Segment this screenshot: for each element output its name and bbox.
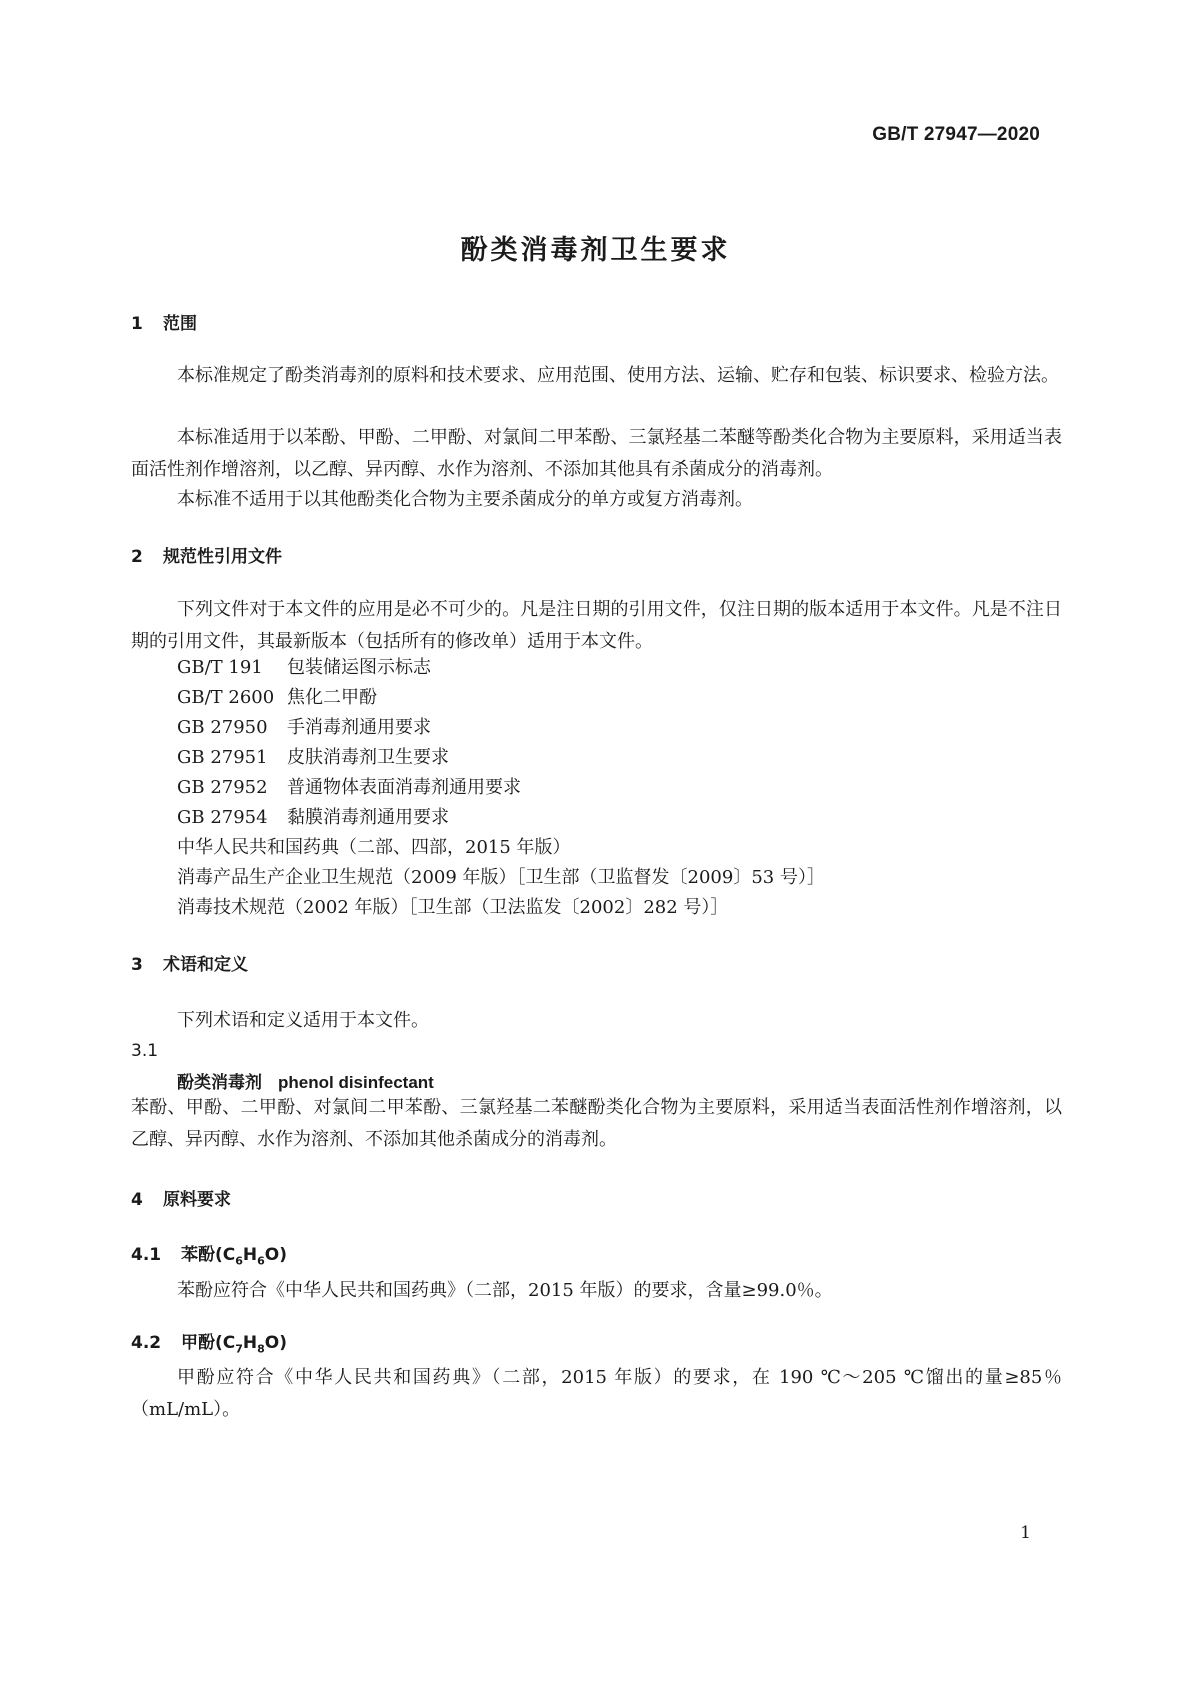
page-number: 1 (1020, 1523, 1031, 1543)
reference-code: GB 27952 (177, 777, 268, 798)
reference-item (177, 742, 449, 774)
normative-intro: 下列文件对于本文件的应用是必不可少的。凡是注日期的引用文件，仅注日期的版本适用于本文件。凡是不注日期的引用文件，其最新版本（包括所有的修改单）适用于本文件。 (131, 599, 1062, 652)
scope-paragraph-1: 本标准规定了酚类消毒剂的原料和技术要求、应用范围、使用方法、运输、贮存和包装、标识要求、检验方法。 (177, 365, 1059, 386)
section-title: 范围 (163, 314, 197, 334)
section-title: 原料要求 (163, 1190, 231, 1210)
subsection-4-1-heading (131, 1240, 287, 1267)
cresol-requirement: 甲酚应符合《中华人民共和国药典》（二部，2015 年版）的要求，在 190 ℃～205 ℃馏出的量≥85％（mL/mL）。 (131, 1367, 1062, 1420)
section-number: 2 (131, 547, 143, 567)
document-title: 酚类消毒剂卫生要求 (460, 235, 731, 266)
reference-item (177, 802, 449, 834)
chemical-formula: $(C_7H_8O)$ (215, 1333, 288, 1356)
term-definition: 苯酚、甲酚、二甲酚、对氯间二甲苯酚、三氯羟基二苯醚酚类化合物为主要原料，采用适当表面活性剂作增溶剂，以乙醇、异丙醇、水作为溶剂、不添加其他杀菌成分的消毒剂。 (131, 1097, 1062, 1150)
subsection-title: 甲酚 (181, 1333, 215, 1353)
section-title: 规范性引用文件 (163, 547, 282, 567)
reference-code: GB 27950 (177, 717, 268, 738)
section-number: 3 (131, 955, 143, 975)
section-3-heading (131, 950, 248, 975)
reference-item (177, 712, 431, 744)
reference-name: 焦化二甲酚 (287, 687, 377, 708)
scope-paragraph-2: 本标准适用于以苯酚、甲酚、二甲酚、对氯间二甲苯酚、三氯羟基二苯醚等酚类化合物为主要原料，采用适当表面活性剂作增溶剂，以乙醇、异丙醇、水作为溶剂、不添加其他具有杀菌成分的消毒剂。 (131, 427, 1062, 480)
chemical-formula: $(C_6H_6O)$ (215, 1245, 288, 1268)
reference-code: GB/T 191 (177, 657, 263, 678)
reference-name: 普通物体表面消毒剂通用要求 (287, 777, 521, 798)
reference-item: 消毒技术规范（2002 年版）［卫生部（卫法监发〔2002〕282 号）］ (177, 897, 729, 918)
reference-name: 手消毒剂通用要求 (287, 717, 431, 738)
subsection-number: 4.1 (131, 1245, 162, 1265)
reference-code: GB 27954 (177, 807, 268, 828)
reference-name: 包装储运图示标志 (287, 657, 431, 678)
standard-code: GB/T 27947—2020 (872, 124, 1040, 145)
reference-name: 黏膜消毒剂通用要求 (287, 807, 449, 828)
reference-item (177, 652, 431, 684)
section-4-heading (131, 1185, 231, 1210)
reference-code: GB/T 2600 (177, 687, 275, 708)
reference-name: 皮肤消毒剂卫生要求 (287, 747, 449, 768)
reference-item: 消毒产品生产企业卫生规范（2009 年版）［卫生部（卫监督发〔2009〕53 号）］ (177, 867, 825, 888)
reference-code: GB 27951 (177, 747, 268, 768)
term-number: 3.1 (131, 1041, 159, 1061)
subsection-4-2-heading (131, 1328, 287, 1355)
section-title: 术语和定义 (163, 955, 248, 975)
subsection-number: 4.2 (131, 1333, 162, 1353)
section-2-heading (131, 542, 282, 567)
subsection-title: 苯酚 (181, 1245, 215, 1265)
scope-paragraph-3: 本标准不适用于以其他酚类化合物为主要杀菌成分的单方或复方消毒剂。 (177, 489, 753, 510)
term-heading (177, 1068, 434, 1093)
reference-item (177, 682, 377, 714)
reference-item: 中华人民共和国药典（二部、四部，2015 年版） (177, 837, 571, 858)
section-1-heading (131, 309, 197, 334)
section-number: 1 (131, 314, 143, 334)
reference-item (177, 772, 521, 804)
section-number: 4 (131, 1190, 143, 1210)
term-chinese: 酚类消毒剂 (177, 1073, 262, 1093)
terms-intro: 下列术语和定义适用于本文件。 (177, 1010, 429, 1031)
phenol-requirement: 苯酚应符合《中华人民共和国药典》（二部，2015 年版）的要求，含量≥99.0％。 (177, 1280, 833, 1301)
term-english: phenol disinfectant (278, 1073, 434, 1092)
